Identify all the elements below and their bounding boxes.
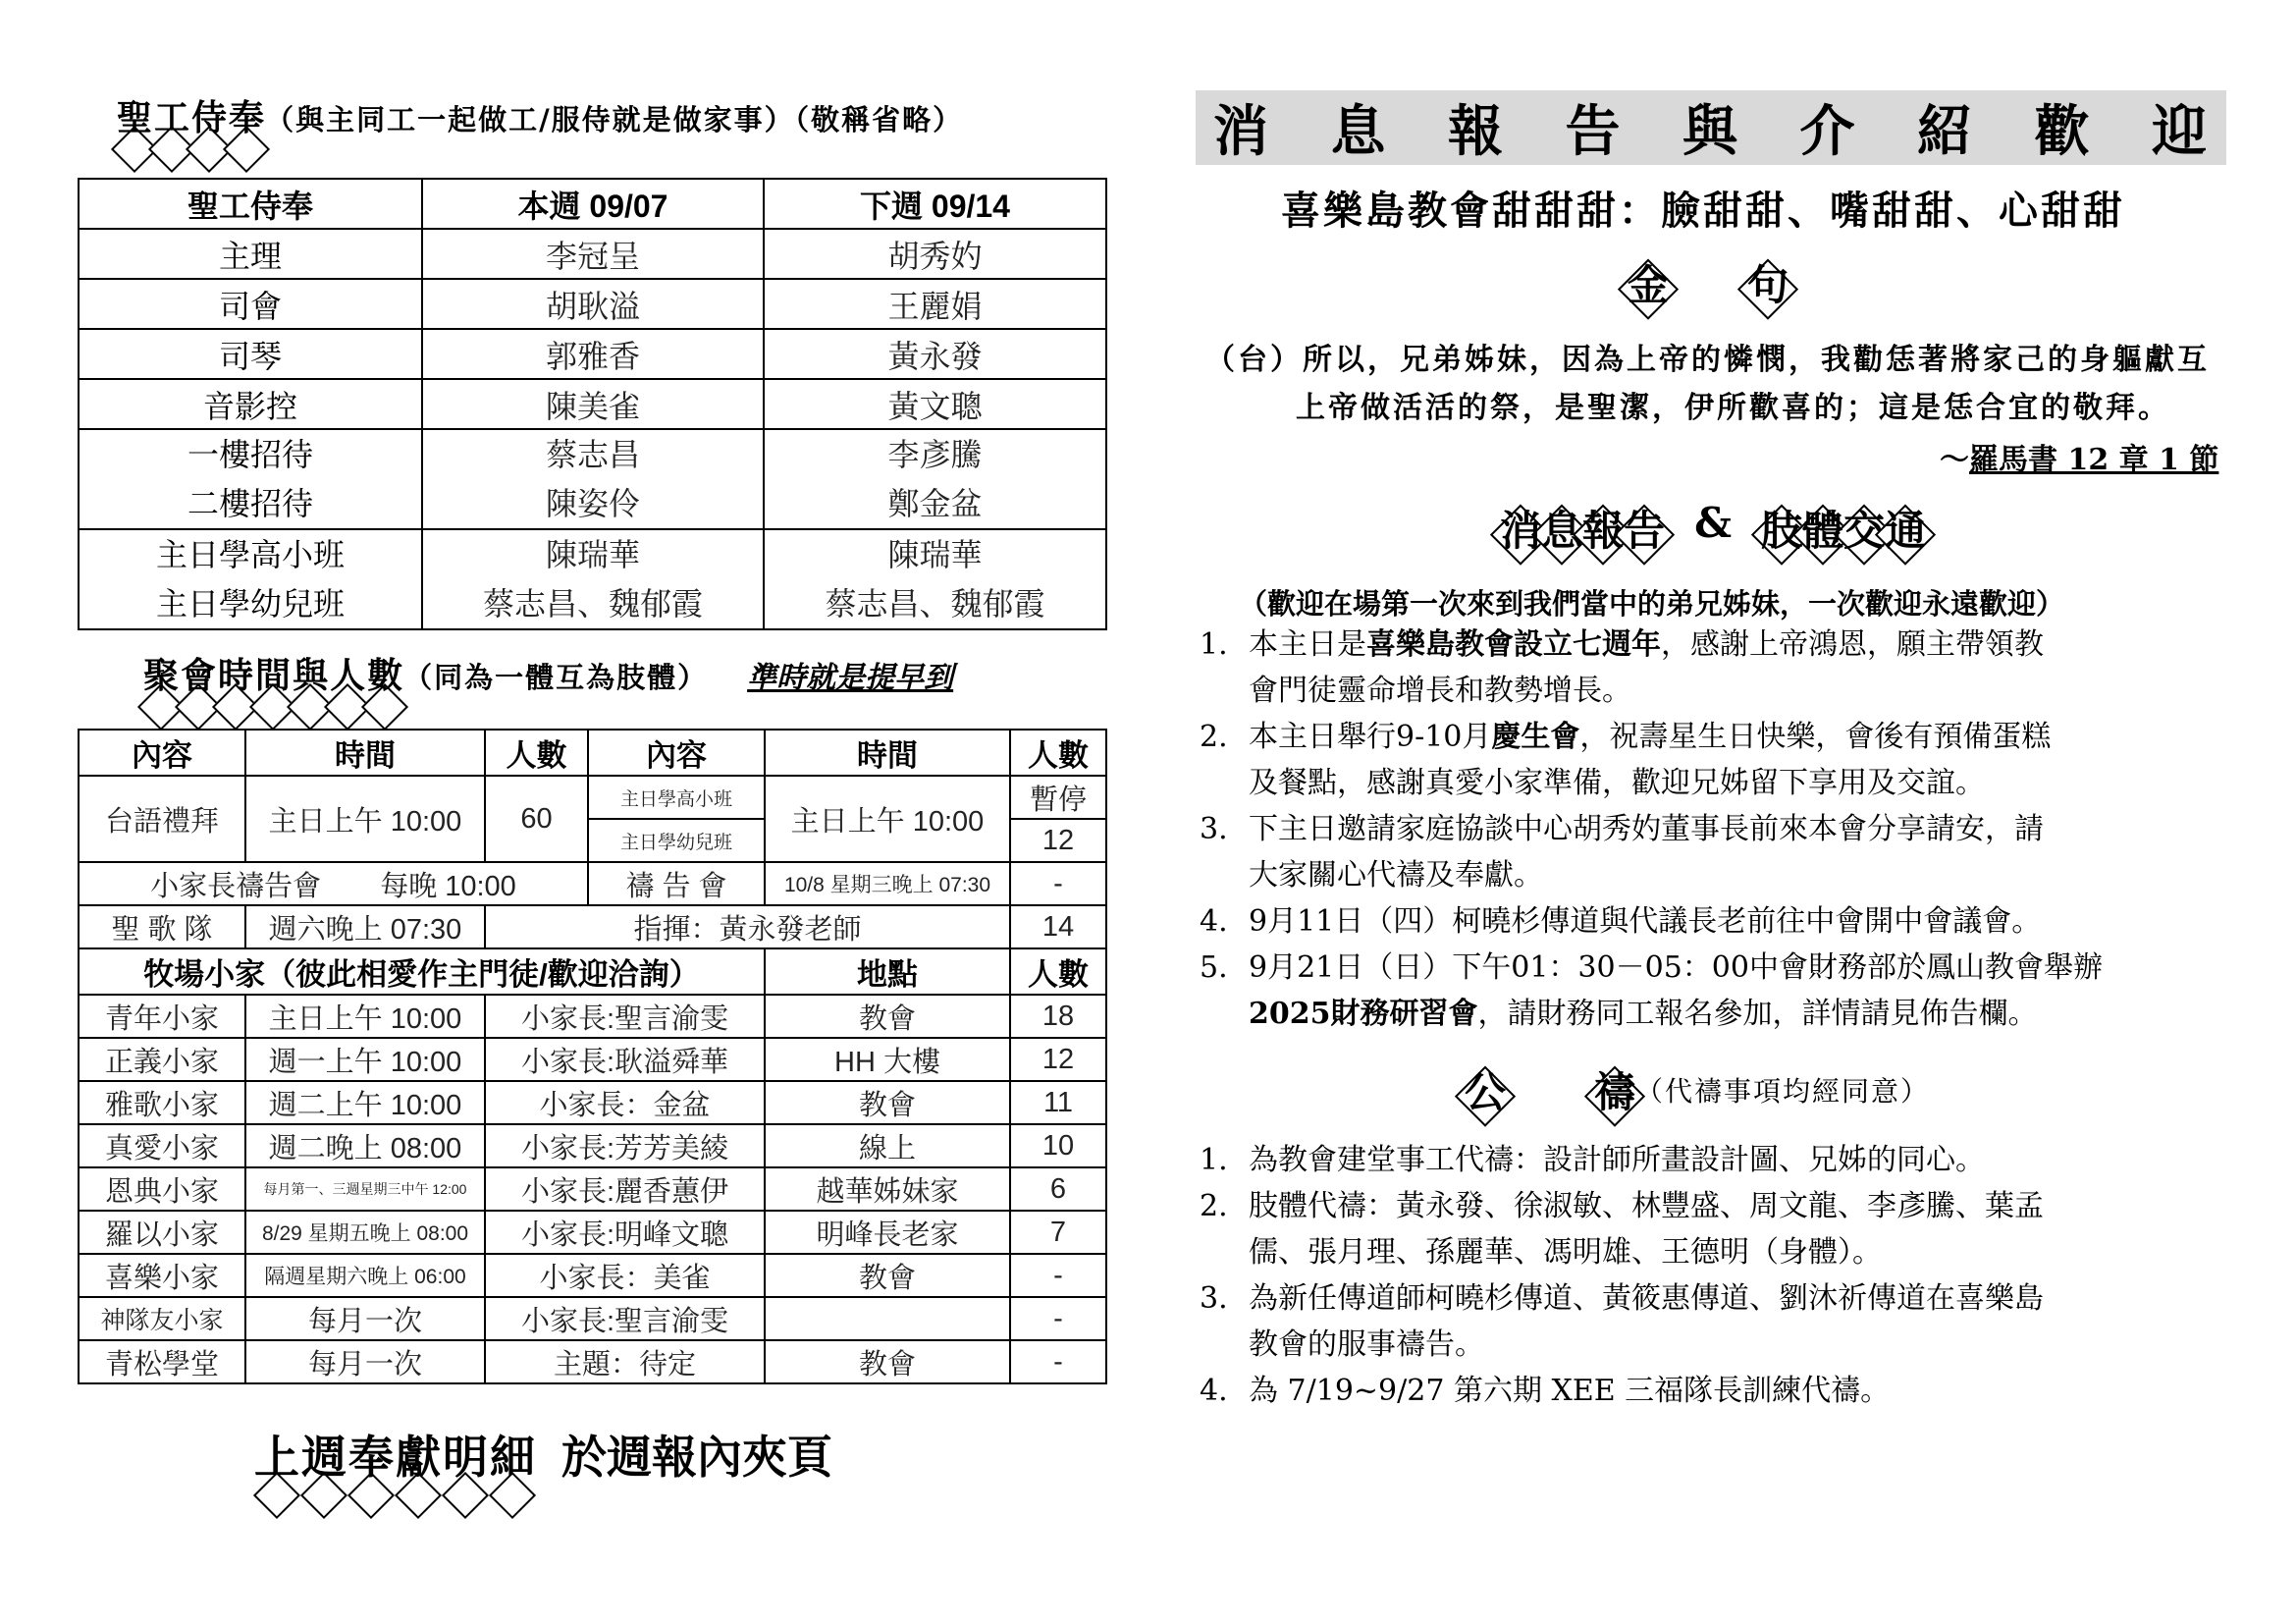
service-table: [78, 178, 1107, 630]
service-subtitle: （與主同工一起做工/服侍就是做家事）（敬稱省略）: [265, 103, 964, 136]
news-heading: 消 息 報 告 & 肢 體 交 通: [1500, 499, 1926, 558]
verse-reference: ～羅馬書 12 章 1 節: [1940, 443, 2219, 477]
meetings-heading: 聚會時間與人數（同為一體互為肢體） 準時就是提早到: [142, 648, 953, 698]
prayer-note: （代禱事項均經同意）: [1635, 1075, 1931, 1108]
table-row: 真愛小家 週二晚上 08:00 小家長:芳芳美綾 線上 10: [79, 1124, 1106, 1167]
table-row: 羅以小家 8/29 星期五晚上 08:00 小家長:明峰文聰 明峰長老家 7: [79, 1211, 1106, 1254]
announcement-list: [1200, 622, 2103, 1037]
table-row: 小家長禱告會 每晚 10:00 禱 告 會 10/8 星期三晚上 07:30 -: [79, 862, 1106, 905]
table-row: 聖 歌 隊 週六晚上 07:30 指揮：黃永發老師 14: [79, 905, 1106, 948]
list-item: 4. 為 7/19~9/27 第六期 XEE 三福隊長訓練代禱。: [1200, 1374, 1891, 1408]
groups-header-row: 牧場小家（彼此相愛作主門徒/歡迎洽詢） 地點 人數: [79, 948, 1106, 995]
meetings-subtitle: （同為一體互為肢體）: [403, 661, 709, 694]
table-row: 音影控 陳美雀 黃文聰: [79, 379, 1106, 429]
table-row: 青年小家 主日上午 10:00 小家長:聖言渝雯 教會 18: [79, 995, 1106, 1038]
service-header-row: 聖工侍奉 本週 09/07 下週 09/14: [79, 179, 1106, 229]
table-row: 雅歌小家 週二上午 10:00 小家長：金盆 教會 11: [79, 1081, 1106, 1124]
table-row: 恩典小家 每月第一、三週星期三中午 12:00 小家長:麗香蕙伊 越華姊妹家 6: [79, 1167, 1106, 1211]
table-row: 台語禮拜 主日上午 10:00 60 主日學高小班 主日上午 10:00 暫停: [79, 776, 1106, 819]
table-row: 司會 胡耿溢 王麗娟: [79, 279, 1106, 329]
golden-verse-heading: 金 句: [1628, 253, 1789, 312]
table-row: 主理 李冠呈 胡秀妁: [79, 229, 1106, 279]
list-item: 3. 下主日邀請家庭協談中心胡秀妁董事長前來本會分享請安，請 大家關心代禱及奉獻。: [1200, 812, 2044, 893]
prayer-heading: 公 禱 （代禱事項均經同意）: [1465, 1060, 1930, 1119]
table-row-sunday-school: 主日學高小班 主日學幼兒班 陳瑞華 蔡志昌、魏郁霞 陳瑞華 蔡志昌、魏郁霞: [79, 529, 1106, 629]
list-item: 2. 肢體代禱：黃永發、徐淑敏、林豐盛、周文龍、李彥騰、葉孟 儒、張月理、孫麗華、馮明雄、王德明（身體）。: [1200, 1189, 2044, 1270]
table-row: 青松學堂 每月一次 主題：待定 教會 -: [79, 1340, 1106, 1383]
table-row-usher: 一樓招待 二樓招待 蔡志昌 陳姿伶 李彥騰 鄭金盆: [79, 429, 1106, 529]
offering-rest: 於週報內夾頁: [561, 1431, 832, 1484]
welcome-note: （歡迎在場第一次來到我們當中的弟兄姊妹，一次歡迎永遠歡迎）: [1239, 587, 2065, 621]
list-item: 1. 本主日是喜樂島教會設立七週年，感謝上帝鴻恩，願主帶領教 會門徒靈命增長和教勢增長。: [1200, 627, 2044, 708]
list-item: 4. 9月11日（四）柯曉杉傳道與代議長老前往中會開中會議會。: [1200, 904, 2042, 939]
list-item: 5. 9月21日（日）下午01：30－05：00中會財務部於鳳山教會舉辦 2025財務研習會，請財務同工報名參加，詳情請見佈告欄。: [1200, 950, 2103, 1031]
list-item: 2. 本主日舉行9-10月慶生會，祝壽星生日快樂，會後有預備蛋糕 及餐點，感謝真愛小家準備，歡迎兄姊留下享用及交誼。: [1200, 720, 2052, 800]
verse-line-2: 上帝做活活的祭，是聖潔，伊所歡喜的；這是恁合宜的敬拜。: [1296, 391, 2170, 425]
table-row: 正義小家 週一上午 10:00 小家長:耿溢舜華 HH 大樓 12: [79, 1038, 1106, 1081]
prayer-list: [1200, 1137, 2044, 1414]
list-item: 3. 為新任傳道師柯曉杉傳道、黃筱惠傳道、劉沐祈傳道在喜樂島 教會的服事禱告。: [1200, 1281, 2044, 1362]
service-heading: 聖工侍奉（與主同工一起做工/服侍就是做家事）（敬稱省略）: [116, 90, 963, 140]
announcement-banner: 消 息 報 告 與 介 紹 歡 迎: [1196, 90, 2226, 165]
table-row: 主日學幼兒班 12: [79, 819, 1106, 862]
table-row: 喜樂小家 隔週星期六晚上 06:00 小家長：美雀 教會 -: [79, 1254, 1106, 1297]
meetings-table: [78, 729, 1107, 1384]
meetings-motto: 準時就是提早到: [747, 661, 954, 695]
verse-line-1: （台）所以，兄弟姊妹，因為上帝的憐憫，我勸恁著將家己的身軀獻互: [1205, 343, 2210, 377]
meetings-header-row: 內容 時間 人數 內容 時間 人數: [79, 730, 1106, 776]
list-item: 1. 為教會建堂事工代禱：設計師所畫設計圖、兄姊的同心。: [1200, 1143, 1985, 1177]
offering-heading: 上週奉獻明細 於週報內夾頁: [253, 1422, 832, 1487]
church-slogan: 喜樂島教會甜甜甜：臉甜甜、嘴甜甜、心甜甜: [1281, 188, 2125, 234]
table-row: 神隊友小家 每月一次 小家長:聖言渝雯 -: [79, 1297, 1106, 1340]
table-row: 司琴 郭雅香 黃永發: [79, 329, 1106, 379]
